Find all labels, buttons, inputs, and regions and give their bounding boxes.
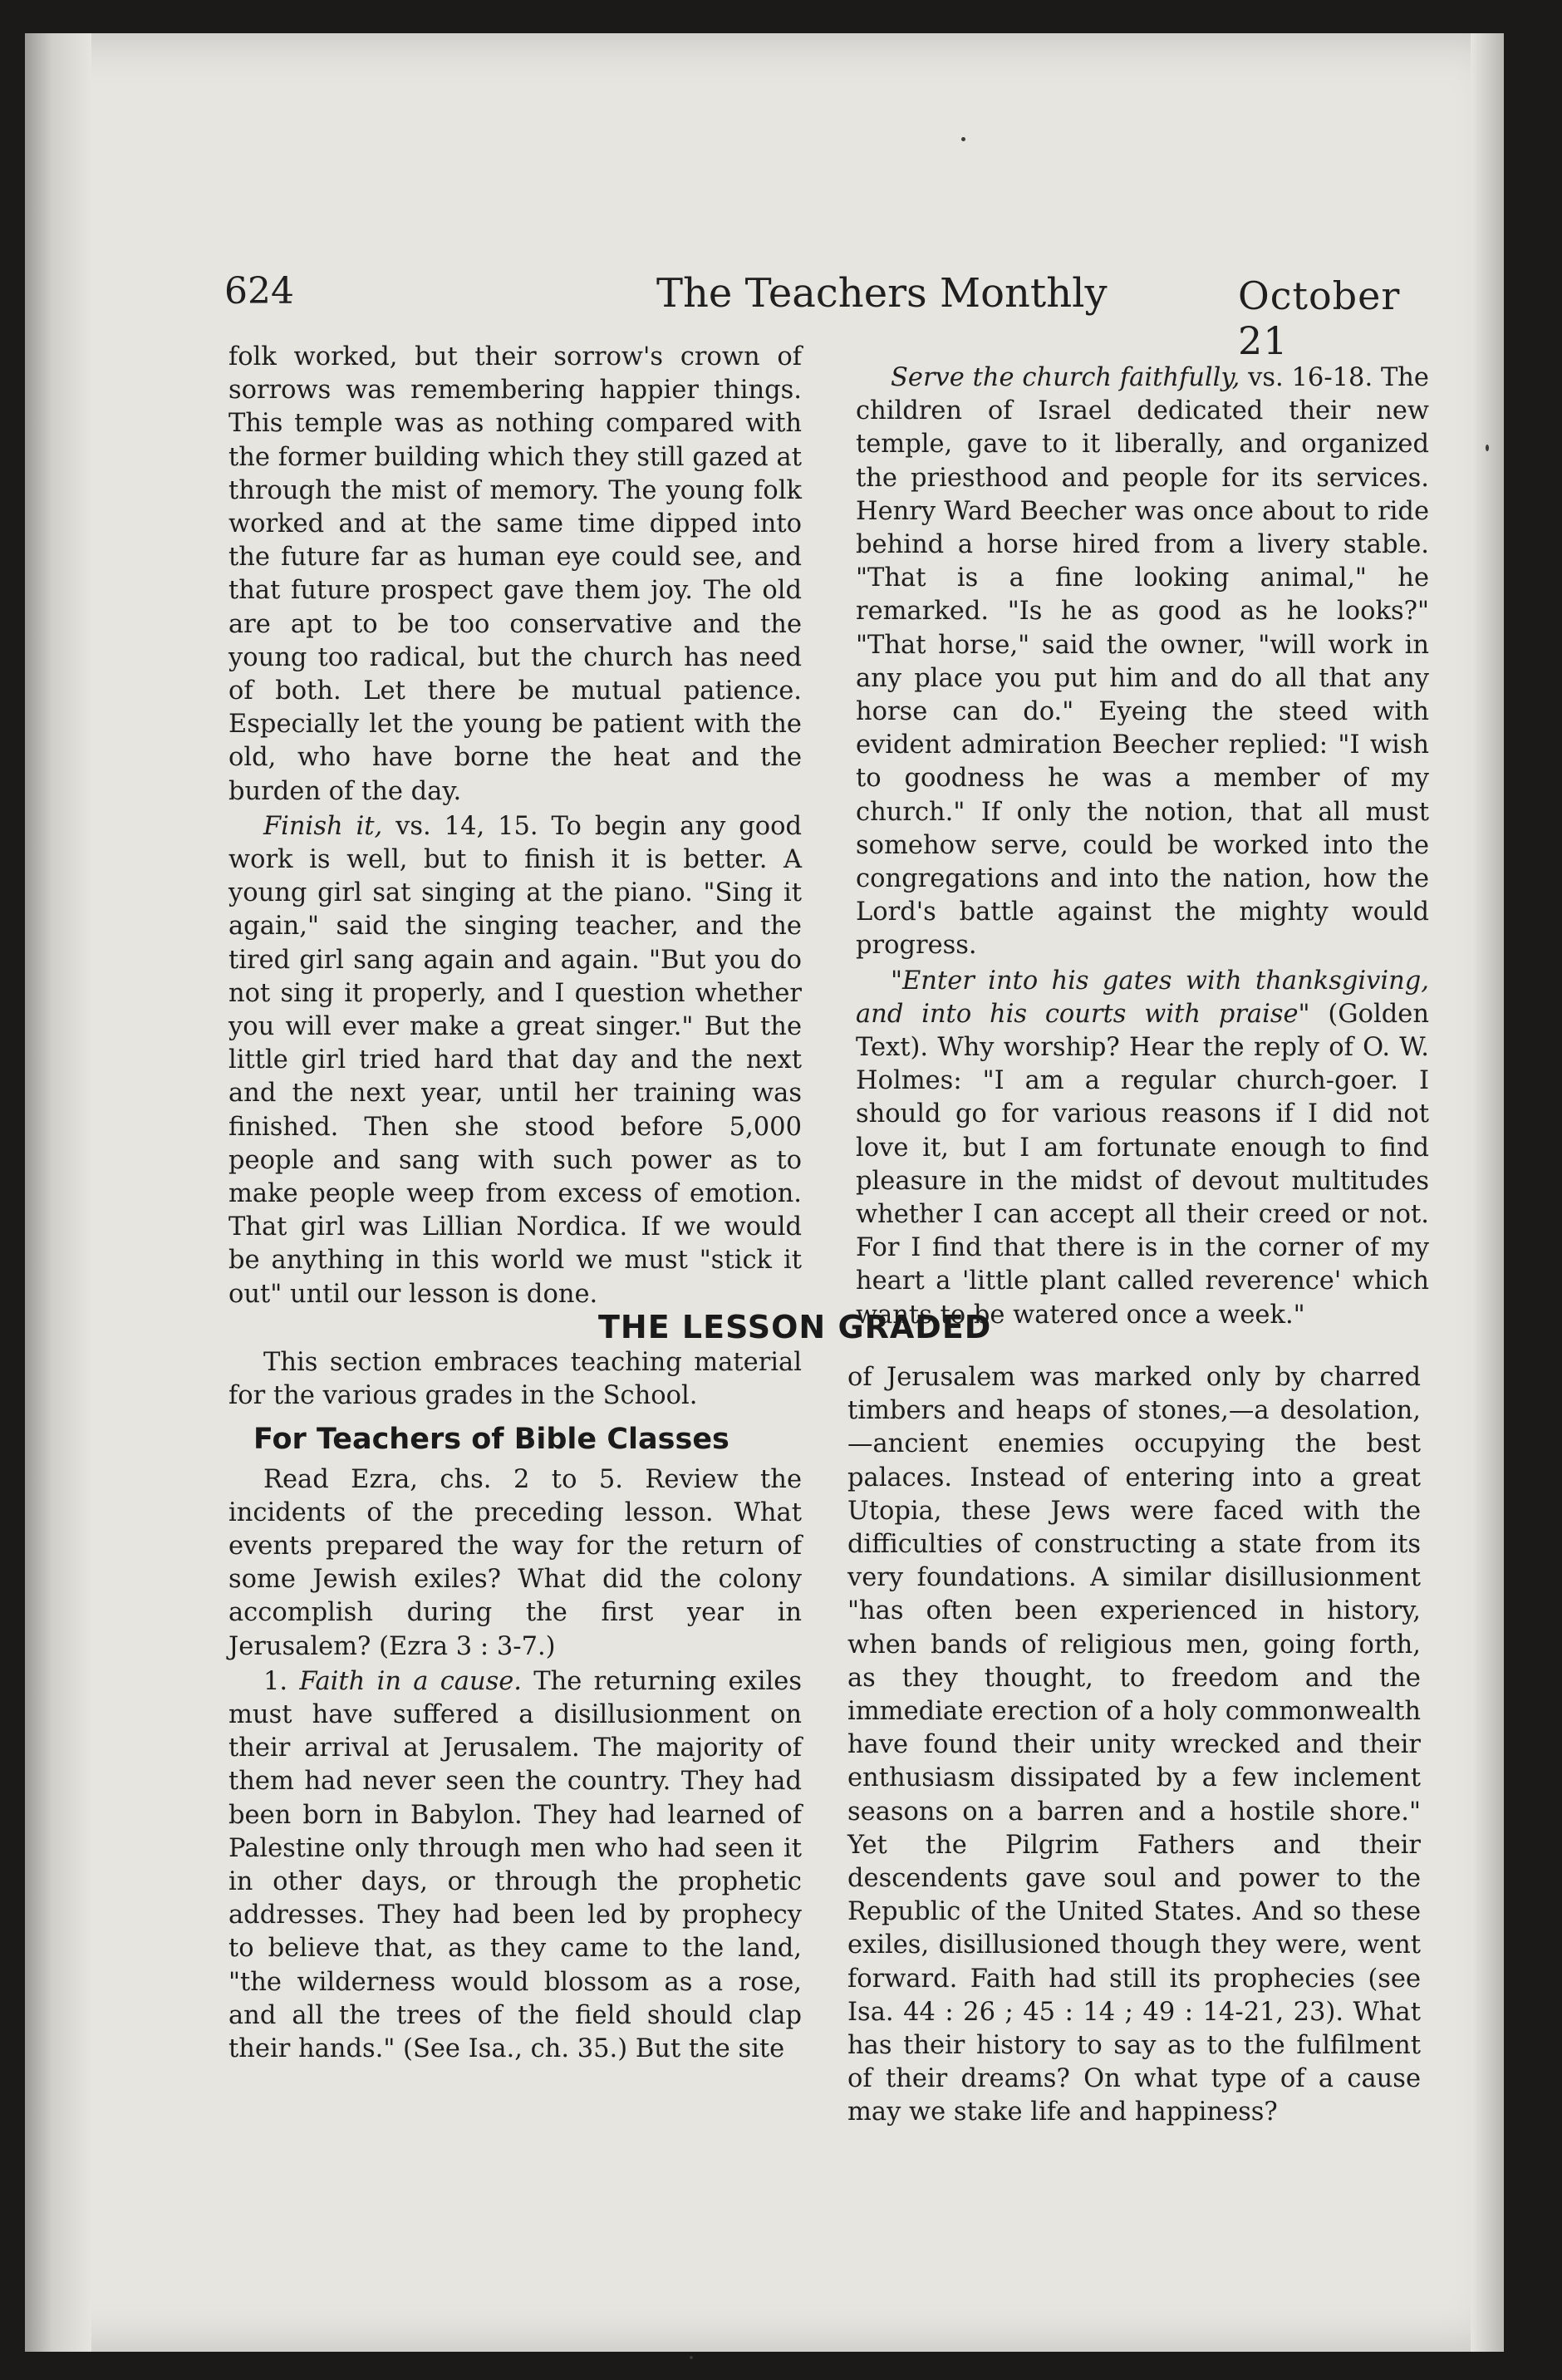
paragraph-text: vs. 14, 15. To begin any good work is well, but to finish it is better. A young girl sat singing at the piano. "Sing it again," said the singing teacher, and the tired girl sang again and again. "But you do not sing it properly, and I question whether you will ever make a great singer." But the little girl tried hard that day and the next and the next year, until her training was finished. Then she stood before 5,000 people and sang with such power as to make people weep from excess of emotion. That girl was Lillian Nordica. If we would be anything in this world we must "stick it out" until our lesson is done. xyxy=(228,811,802,1309)
paragraph: of Jerusalem was marked only by charred timbers and heaps of stones,—a desolation,—ancient enemies occupying the best palaces. Instead of entering into a great Utopia, these Jews were faced with the difficulties of constructing a state from its very foundations. A similar disillusionment "has often been experienced in history, when bands of religious men, going forth, as they thought, to freedom and the immediate erection of a holy commonwealth have found their unity wrecked and their enthusiasm dissipated by a few inclement seasons on a barren and a hostile shore." Yet the Pilgrim Fathers and their descendents gave soul and power to the Republic of the United States. And so these exiles, disillusioned though they were, went forward. Faith had still its prophecies (see Isa. 44 : 26 ; 45 : 14 ; 49 : 14-21, 23). What has their history to say as to the fulfilment of their dreams? On what type of a cause may we stake life and happiness? xyxy=(847,1363,1421,2127)
paragraph-lead: Finish it, xyxy=(263,811,383,841)
paragraph-read: Read Ezra, chs. 2 to 5. Review the incidents of the preceding lesson. What events prepared the way for the return of some Jewish exiles? What did the colony accomplish during the first year in Jerusalem? (Ezra 3 : 3-7.) xyxy=(228,1464,802,1661)
ink-speck xyxy=(1486,445,1489,451)
running-header xyxy=(224,270,1429,363)
paragraph-finish-it xyxy=(228,810,802,1311)
subheading: For Teachers of Bible Classes xyxy=(253,1423,729,1457)
journal-title: The Teachers Monthly xyxy=(656,270,1108,317)
item-number: 1. xyxy=(263,1666,300,1696)
section-intro: This section embraces teaching material for the various grades in the School. xyxy=(228,1348,802,1411)
book-page xyxy=(25,33,1504,2352)
paragraph-text: The returning exiles must have suffered a disillusionment on their arrival at Jerusalem. The majority of them had never seen the country. They had been born in Babylon. They had learned of Palestine only through men who had seen it in other days, or through the prophetic addresses. They had been led by prophecy to believe that, as they came to the land, "the wilderness would blossom as a rose, and all the trees of the field should clap their hands." (See Isa., ch. 35.) But the site xyxy=(228,1666,803,2064)
column-right-top xyxy=(856,361,1429,1332)
paragraph-serve xyxy=(856,361,1429,963)
paragraph-lead: Faith in a cause. xyxy=(299,1666,523,1696)
paragraph-faith xyxy=(228,1665,802,2066)
issue-date: October 21 xyxy=(1238,273,1401,363)
paragraph-golden-text xyxy=(856,965,1429,1332)
paragraph-text: vs. 16-18. The children of Israel dedicated their new temple, gave to it liberally, and organized the priesthood and people for its services. Henry Ward Beecher was once about to ride behind a horse hired from a livery stable. "That is a fine looking animal," he remarked. "Is he as good as he looks?" "That horse," said the owner, "will work in any place you put him and do all that any horse can do." Eyeing the steed with evident admiration Beecher replied: "I wish to goodness he was a member of my church." If only the notion, that all must somehow serve, could be worked into the congregations and into the nation, how the Lord's battle against the mighty would progress. xyxy=(856,363,1429,961)
paragraph-lead: Serve the church faithfully, xyxy=(891,363,1240,392)
ink-speck xyxy=(961,137,965,141)
section-heading: THE LESSON GRADED xyxy=(598,1309,992,1345)
page-gutter xyxy=(25,33,91,2352)
column-right-bottom xyxy=(847,1361,1421,2130)
paragraph-text: (Golden Text). Why worship? Hear the reply of O. W. Holmes: "I am a regular church-goer. I should go for various reasons if I did not love it, but I am fortunate enough to find pleasure in the midst of devout multitudes whether I can accept all their creed or not. For I find that there is in the corner of my heart a 'little plant called reverence' which wants to be watered once a week." xyxy=(856,999,1429,1330)
paragraph-lead: "Enter into his gates with thanksgiving, and into his courts with praise" xyxy=(856,966,1429,1029)
page-number: 624 xyxy=(224,270,294,312)
column-left-bottom xyxy=(228,1346,802,2066)
column-left-top xyxy=(228,341,802,1311)
ink-speck xyxy=(690,2356,693,2359)
page-edge xyxy=(1471,33,1504,2352)
paragraph: folk worked, but their sorrow's crown of sorrows was remembering happier things. This temple was as nothing compared with the former building which they still gazed at through the mist of memory. The young folk worked and at the same time dipped into the future far as human eye could see, and that future prospect gave them joy. The old are apt to be too conservative and the young too radical, but the church has need of both. Let there be mutual patience. Especially let the young be patient with the old, who have borne the heat and the burden of the day. xyxy=(228,342,802,806)
